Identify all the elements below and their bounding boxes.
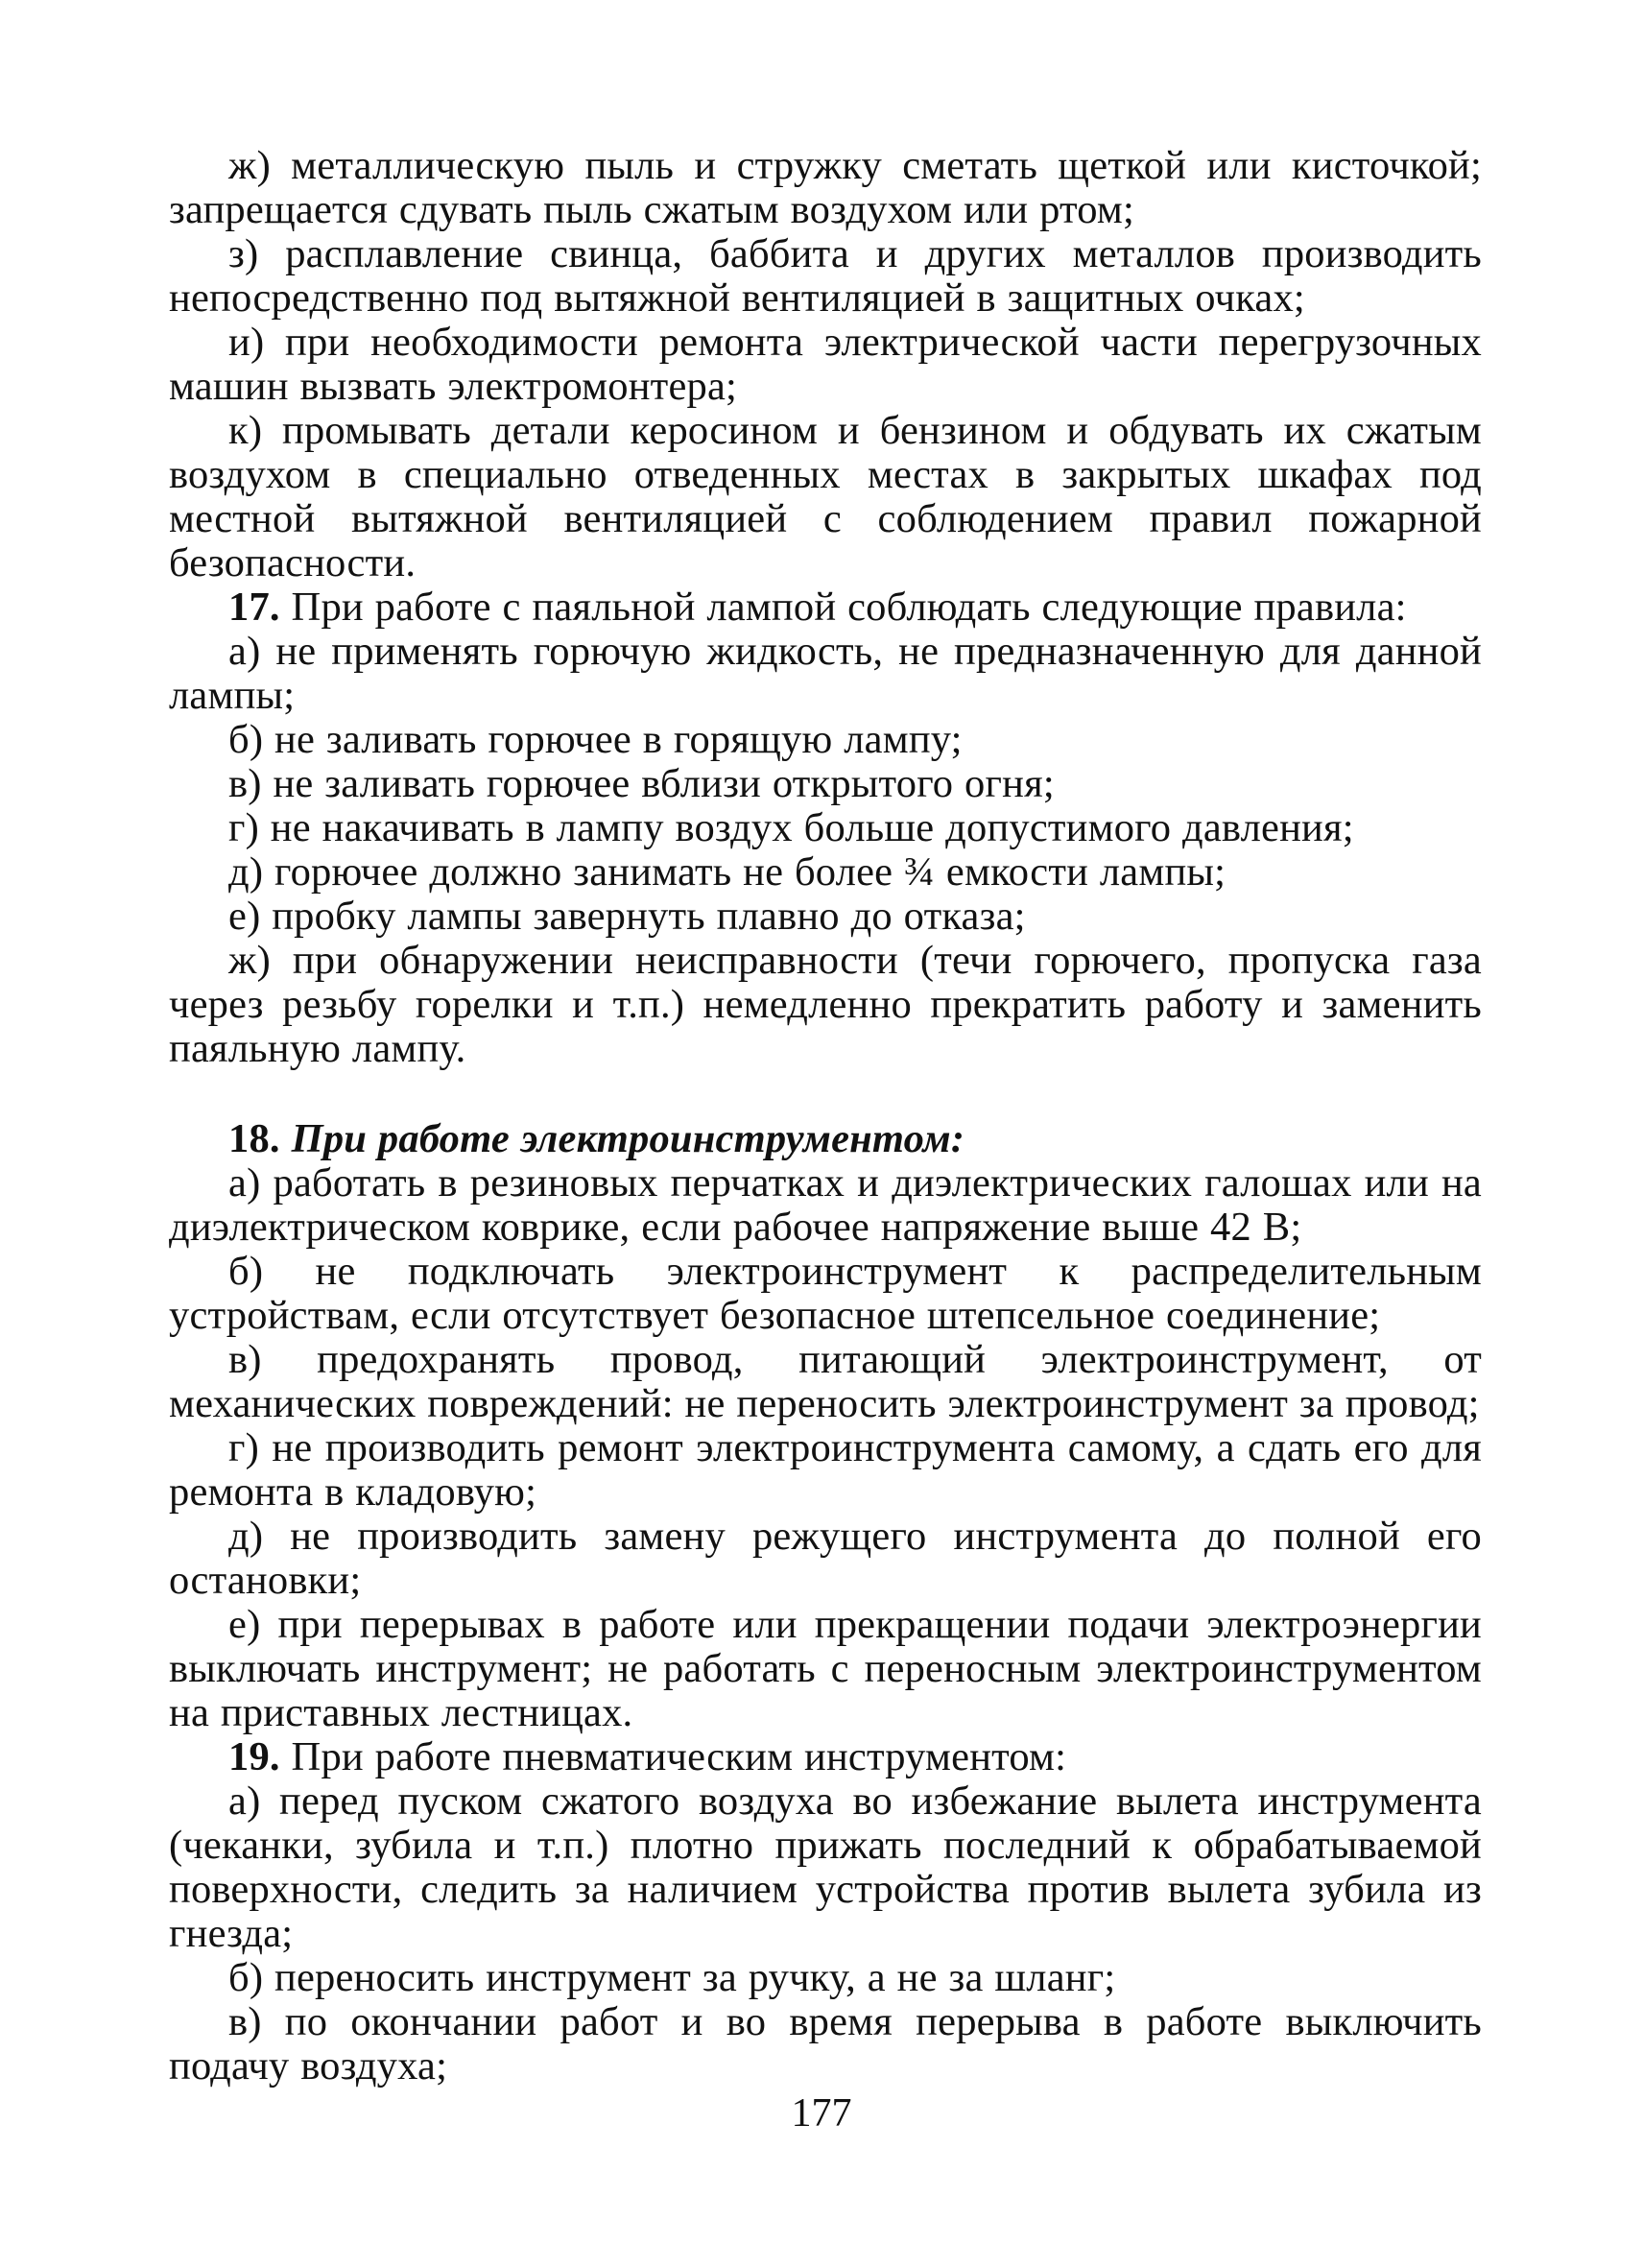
section-19-item-a: а) перед пуском сжатого воздуха во избежание вылета инструмента (чеканки, зубила и т.п.) плотно прижать последний к обрабатываемой поверхности, следить за наличием устройства против вылета зубила из гнезда;	[169, 1779, 1482, 1956]
paragraph-k: к) промывать детали керосином и бензином и обдувать их сжатым воздухом в специально отведенных местах в закрытых шкафах под местной вытяжной вентиляцией с соблюдением правил пожарной безопасности.	[169, 408, 1482, 585]
section-19-item-b: б) переносить инструмент за ручку, а не за шланг;	[228, 1955, 1116, 2000]
page-number: 177	[791, 2091, 852, 2136]
section-18-item-b: б) не подключать электроинструмент к распределительным устройствам, если отсутствует безопасное штепсельное соединение;	[169, 1249, 1482, 1338]
section-17-number: 17.	[228, 585, 280, 630]
section-18-item-v: в) предохранять провод, питающий электроинструмент, от механических повреждений: не переносить электроинструмент за провод;	[169, 1337, 1482, 1426]
page-body	[169, 144, 1482, 2089]
section-19-item-v: в) по окончании работ и во время перерыва в работе выключить подачу воздуха;	[169, 1999, 1482, 2089]
section-18-heading	[169, 1117, 1482, 1161]
section-19-heading	[169, 1735, 1482, 1779]
section-17-item-b: б) не заливать горючее в горящую лампу;	[228, 717, 963, 762]
section-18-item-e: е) при перерывах в работе или прекращении подачи электроэнергии выключать инструмент; не работать с переносным электроинструментом на приставных лестницах.	[169, 1602, 1482, 1735]
section-18-number: 18.	[228, 1116, 280, 1161]
section-18-title: При работе электроинструментом:	[291, 1116, 965, 1161]
section-19-title: При работе пневматическим инструментом:	[279, 1734, 1067, 1779]
section-17-item-g: г) не накачивать в лампу воздух больше допустимого давления;	[228, 805, 1354, 850]
section-18-item-d: д) не производить замену режущего инструмента до полной его остановки;	[169, 1514, 1482, 1603]
section-17-item-e: е) пробку лампы завернуть плавно до отказа;	[228, 894, 1026, 939]
section-spacer	[169, 1071, 1482, 1117]
paragraph-z: з) расплавление свинца, баббита и других металлов производить непосредственно под вытяжной вентиляцией в защитных очках;	[169, 231, 1482, 321]
paragraph-zh: ж) металлическую пыль и стружку сметать щеткой или кисточкой; запрещается сдувать пыль сжатым воздухом или ртом;	[169, 143, 1482, 232]
paragraph-i: и) при необходимости ремонта электрической части перегрузочных машин вызвать электромонтера;	[169, 320, 1482, 409]
section-17-item-v: в) не заливать горючее вблизи открытого огня;	[228, 761, 1055, 806]
section-17-item-a: а) не применять горючую жидкость, не предназначенную для данной лампы;	[169, 629, 1482, 718]
section-19-number: 19.	[228, 1734, 280, 1779]
section-17-item-d: д) горючее должно занимать не более ¾ емкости лампы;	[228, 849, 1226, 895]
section-18-item-a: а) работать в резиновых перчатках и диэлектрических галошах или на диэлектрическом коврике, если рабочее напряжение выше 42 В;	[169, 1160, 1482, 1250]
section-17-item-zh: ж) при обнаружении неисправности (течи горючего, пропуска газа через резьбу горелки и т.п.) немедленно прекратить работу и заменить паяльную лампу.	[169, 938, 1482, 1071]
section-17-title: При работе с паяльной лампой соблюдать следующие правила:	[279, 585, 1407, 630]
section-17-heading	[169, 585, 1482, 630]
section-18-item-g: г) не производить ремонт электроинструмента самому, а сдать его для ремонта в кладовую;	[169, 1425, 1482, 1515]
